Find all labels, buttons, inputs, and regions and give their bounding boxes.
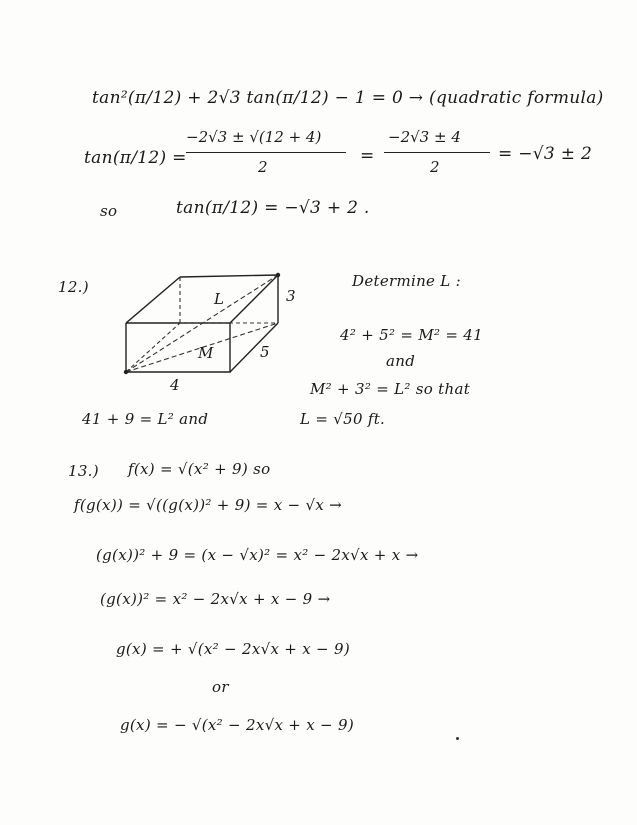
trig-equation: tan²(π/12) + 2√3 tan(π/12) − 1 = 0 → (quadratic formula) <box>92 88 604 108</box>
composition-line-2: (g(x))² + 9 = (x − √x)² = x² − 2x√x + x → <box>96 546 419 564</box>
composition-line-3: (g(x))² = x² − 2x√x + x − 9 → <box>100 590 331 608</box>
so-label: so <box>100 202 118 220</box>
or-label: or <box>212 678 229 696</box>
label-3: 3 <box>286 287 296 305</box>
g-positive: g(x) = + √(x² − 2x√x + x − 9) <box>116 640 350 658</box>
step4: L = √50 ft. <box>300 410 386 428</box>
problem12-number: 12.) <box>58 278 89 296</box>
ink-dot <box>456 737 459 740</box>
label-5: 5 <box>260 343 270 361</box>
label-4: 4 <box>170 376 180 394</box>
problem13-number: 13.) <box>68 462 99 480</box>
composition-line-1: f(g(x)) = √((g(x))² + 9) = x − √x → <box>74 496 343 514</box>
g-negative: g(x) = − √(x² − 2x√x + x − 9) <box>120 716 354 734</box>
equals-sign: = <box>360 146 375 166</box>
frac2-denominator: 2 <box>430 158 440 176</box>
and-label-1: and <box>386 352 416 370</box>
step3: 41 + 9 = L² and <box>82 410 209 428</box>
label-M: M <box>198 344 214 362</box>
frac1-denominator: 2 <box>258 158 268 176</box>
label-L: L <box>214 290 225 308</box>
trig-lhs: tan(π/12) = <box>84 148 187 168</box>
frac2-numerator: −2√3 ± 4 <box>388 128 461 146</box>
step1: 4² + 5² = M² = 41 <box>340 326 483 344</box>
trig-result: = −√3 ± 2 <box>498 144 593 164</box>
f-definition: f(x) = √(x² + 9) so <box>128 460 271 478</box>
step2: M² + 3² = L² so that <box>310 380 471 398</box>
frac1-numerator: −2√3 ± √(12 + 4) <box>186 128 322 146</box>
trig-final: tan(π/12) = −√3 + 2 . <box>176 198 370 218</box>
problem12-title: Determine L : <box>352 272 461 290</box>
